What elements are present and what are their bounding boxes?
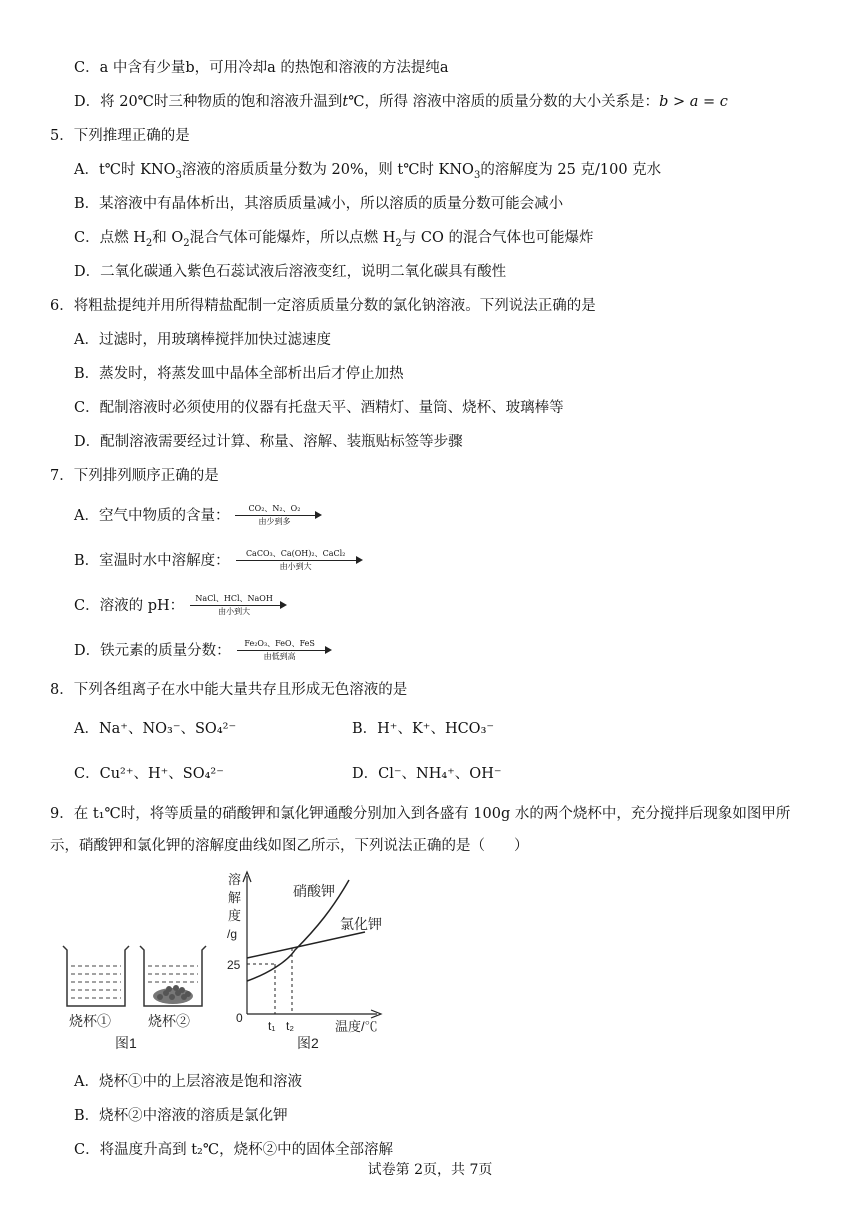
q5-stem: 5．下列推理正确的是 [50, 128, 190, 144]
q7-stem: 7．下列排列顺序正确的是 [50, 468, 219, 484]
q8-option-a: A．Na⁺、NO₃⁻、SO₄²⁻ [74, 721, 237, 737]
q5-option-c [74, 228, 593, 248]
q7b-text: B．室温时水中溶解度： [74, 553, 230, 569]
fig2-caption: 图2 [297, 1035, 319, 1051]
q7-option-b [74, 549, 362, 573]
q7-option-a [74, 504, 325, 528]
q7d-arrow-top: Fe₂O₃、FeO、FeS [244, 639, 315, 648]
crystal-solid [153, 985, 193, 1004]
q9-option-c: C．将温度升高到 t₂℃，烧杯②中的固体全部溶解 [74, 1142, 394, 1158]
q5a-text3: 的溶解度为 25 克/100 克水 [480, 162, 662, 178]
y-axis-label-2: 解 [228, 890, 242, 905]
q5a-text: A．t℃时 KNO [74, 162, 176, 178]
q5c-t1: C．点燃 H [74, 230, 146, 246]
q5c-t2: 和 O [152, 230, 184, 246]
kno3-label: 硝酸钾 [293, 883, 335, 899]
beaker-1 [63, 946, 129, 1006]
q5c-s3: 2 [395, 237, 402, 249]
q9-option-a: A．烧杯①中的上层溶液是饱和溶液 [74, 1074, 302, 1090]
q5-option-a [74, 160, 661, 180]
q5a-text2: 溶液的溶质质量分数为 20%，则 t℃时 KNO [181, 162, 474, 178]
q4-option-c: C．a 中含有少量b，可用冷却a 的热饱和溶液的方法提纯a [74, 60, 449, 76]
beaker-1-label: 烧杯① [69, 1013, 111, 1029]
origin-label: 0 [236, 1011, 243, 1025]
q5-option-b: B．某溶液中有晶体析出，其溶质质量减小，所以溶质的质量分数可能会减小 [74, 196, 564, 212]
q8-option-d: D．Cl⁻、NH₄⁺、OH⁻ [352, 766, 502, 782]
y-axis-label-4: /g [227, 927, 238, 941]
q8-option-b: B．H⁺、K⁺、HCO₃⁻ [352, 721, 495, 737]
q7c-arrow-top: NaCl、HCl、NaOH [195, 594, 273, 603]
q6-option-d: D．配制溶液需要经过计算、称量、溶解、装瓶贴标签等步骤 [74, 434, 463, 450]
q7d-arrow-bottom: 由低到高 [263, 652, 296, 661]
q9-stem-line1: 9．在 t₁℃时，将等质量的硝酸钾和氯化钾通酸分别加入到各盛有 100g 水的两个烧杯中，充分搅拌后现象如图甲所 [50, 806, 791, 822]
q7a-arrow-bottom: 由少到多 [258, 517, 291, 526]
q5c-s1: 2 [145, 237, 153, 249]
y-axis-label-1: 溶 [228, 872, 242, 887]
q7a-arrow-top: CO₂、N₂、O₂ [248, 504, 301, 513]
q6-option-c: C．配制溶液时必须使用的仪器有托盘天平、酒精灯、量筒、烧杯、玻璃棒等 [74, 400, 564, 416]
q4-option-d [74, 92, 728, 112]
y-tick-25: 25 [227, 958, 241, 972]
q4d-text2: ℃，所得 溶液中溶质的质量分数的大小关系是： [348, 94, 660, 110]
q6-stem: 6．将粗盐提纯并用所得精盐配制一定溶质质量分数的氯化钠溶液。下列说法正确的是 [50, 298, 596, 314]
q7b-arrow [236, 549, 362, 573]
q7b-arrow-bottom: 由小到大 [279, 562, 312, 571]
q5a-sub2: 3 [473, 169, 481, 181]
q6-option-a: A．过滤时，用玻璃棒搅拌加快过滤速度 [74, 332, 331, 348]
q5c-t3: 混合气体可能爆炸，所以点燃 H [189, 230, 396, 246]
q9-option-b: B．烧杯②中溶液的溶质是氯化钾 [74, 1108, 288, 1124]
q5a-sub: 3 [175, 169, 182, 181]
q7b-arrow-top: CaCO₃、Ca(OH)₂、CaCl₂ [245, 549, 346, 558]
x-tick-t2: t₂ [286, 1019, 294, 1033]
page-footer: 试卷第 2页，共 7页 [367, 1162, 493, 1178]
q7a-arrow [235, 504, 325, 528]
q5-option-d: D．二氧化碳通入紫色石蕊试液后溶液变红，说明二氧化碳具有酸性 [74, 264, 507, 280]
q7-option-d [74, 639, 333, 663]
q8-stem: 8．下列各组离子在水中能大量共存且形成无色溶液的是 [50, 682, 408, 698]
q7c-text: C．溶液的 pH： [74, 598, 185, 614]
q7c-arrow-bottom: 由小到大 [218, 607, 251, 616]
q7d-text: D．铁元素的质量分数： [74, 643, 231, 659]
q6-option-b: B．蒸发时，将蒸发皿中晶体全部析出后才停止加热 [74, 366, 404, 382]
q7c-arrow [190, 594, 286, 618]
x-tick-t1: t₁ [268, 1019, 276, 1033]
q7a-text: A．空气中物质的含量： [74, 508, 230, 524]
beaker-2-label: 烧杯② [148, 1013, 190, 1029]
kcl-curve [247, 932, 365, 958]
q9-stem-line2: 示，硝酸钾和氯化钾的溶解度曲线如图乙所示，下列说法正确的是（ ） [50, 838, 529, 854]
q5c-t4: 与 CO 的混合气体也可能爆炸 [401, 230, 594, 246]
y-axis-label-3: 度 [228, 908, 242, 923]
x-axis-label: 温度/℃ [335, 1019, 378, 1034]
q7d-arrow [237, 639, 333, 663]
q9-figure [55, 866, 400, 1066]
q5c-s2: 2 [183, 237, 190, 249]
q7-option-c [74, 594, 286, 618]
beaker-2 [140, 946, 206, 1006]
q4d-relation: b > a = c [659, 94, 728, 110]
q4d-temp: t [342, 94, 349, 110]
q4d-text: D．将 20℃时三种物质的饱和溶液升温到 [74, 94, 343, 110]
q8-option-c: C．Cu²⁺、H⁺、SO₄²⁻ [74, 766, 224, 782]
fig1-caption: 图1 [115, 1035, 137, 1051]
kcl-label: 氯化钾 [340, 916, 382, 932]
